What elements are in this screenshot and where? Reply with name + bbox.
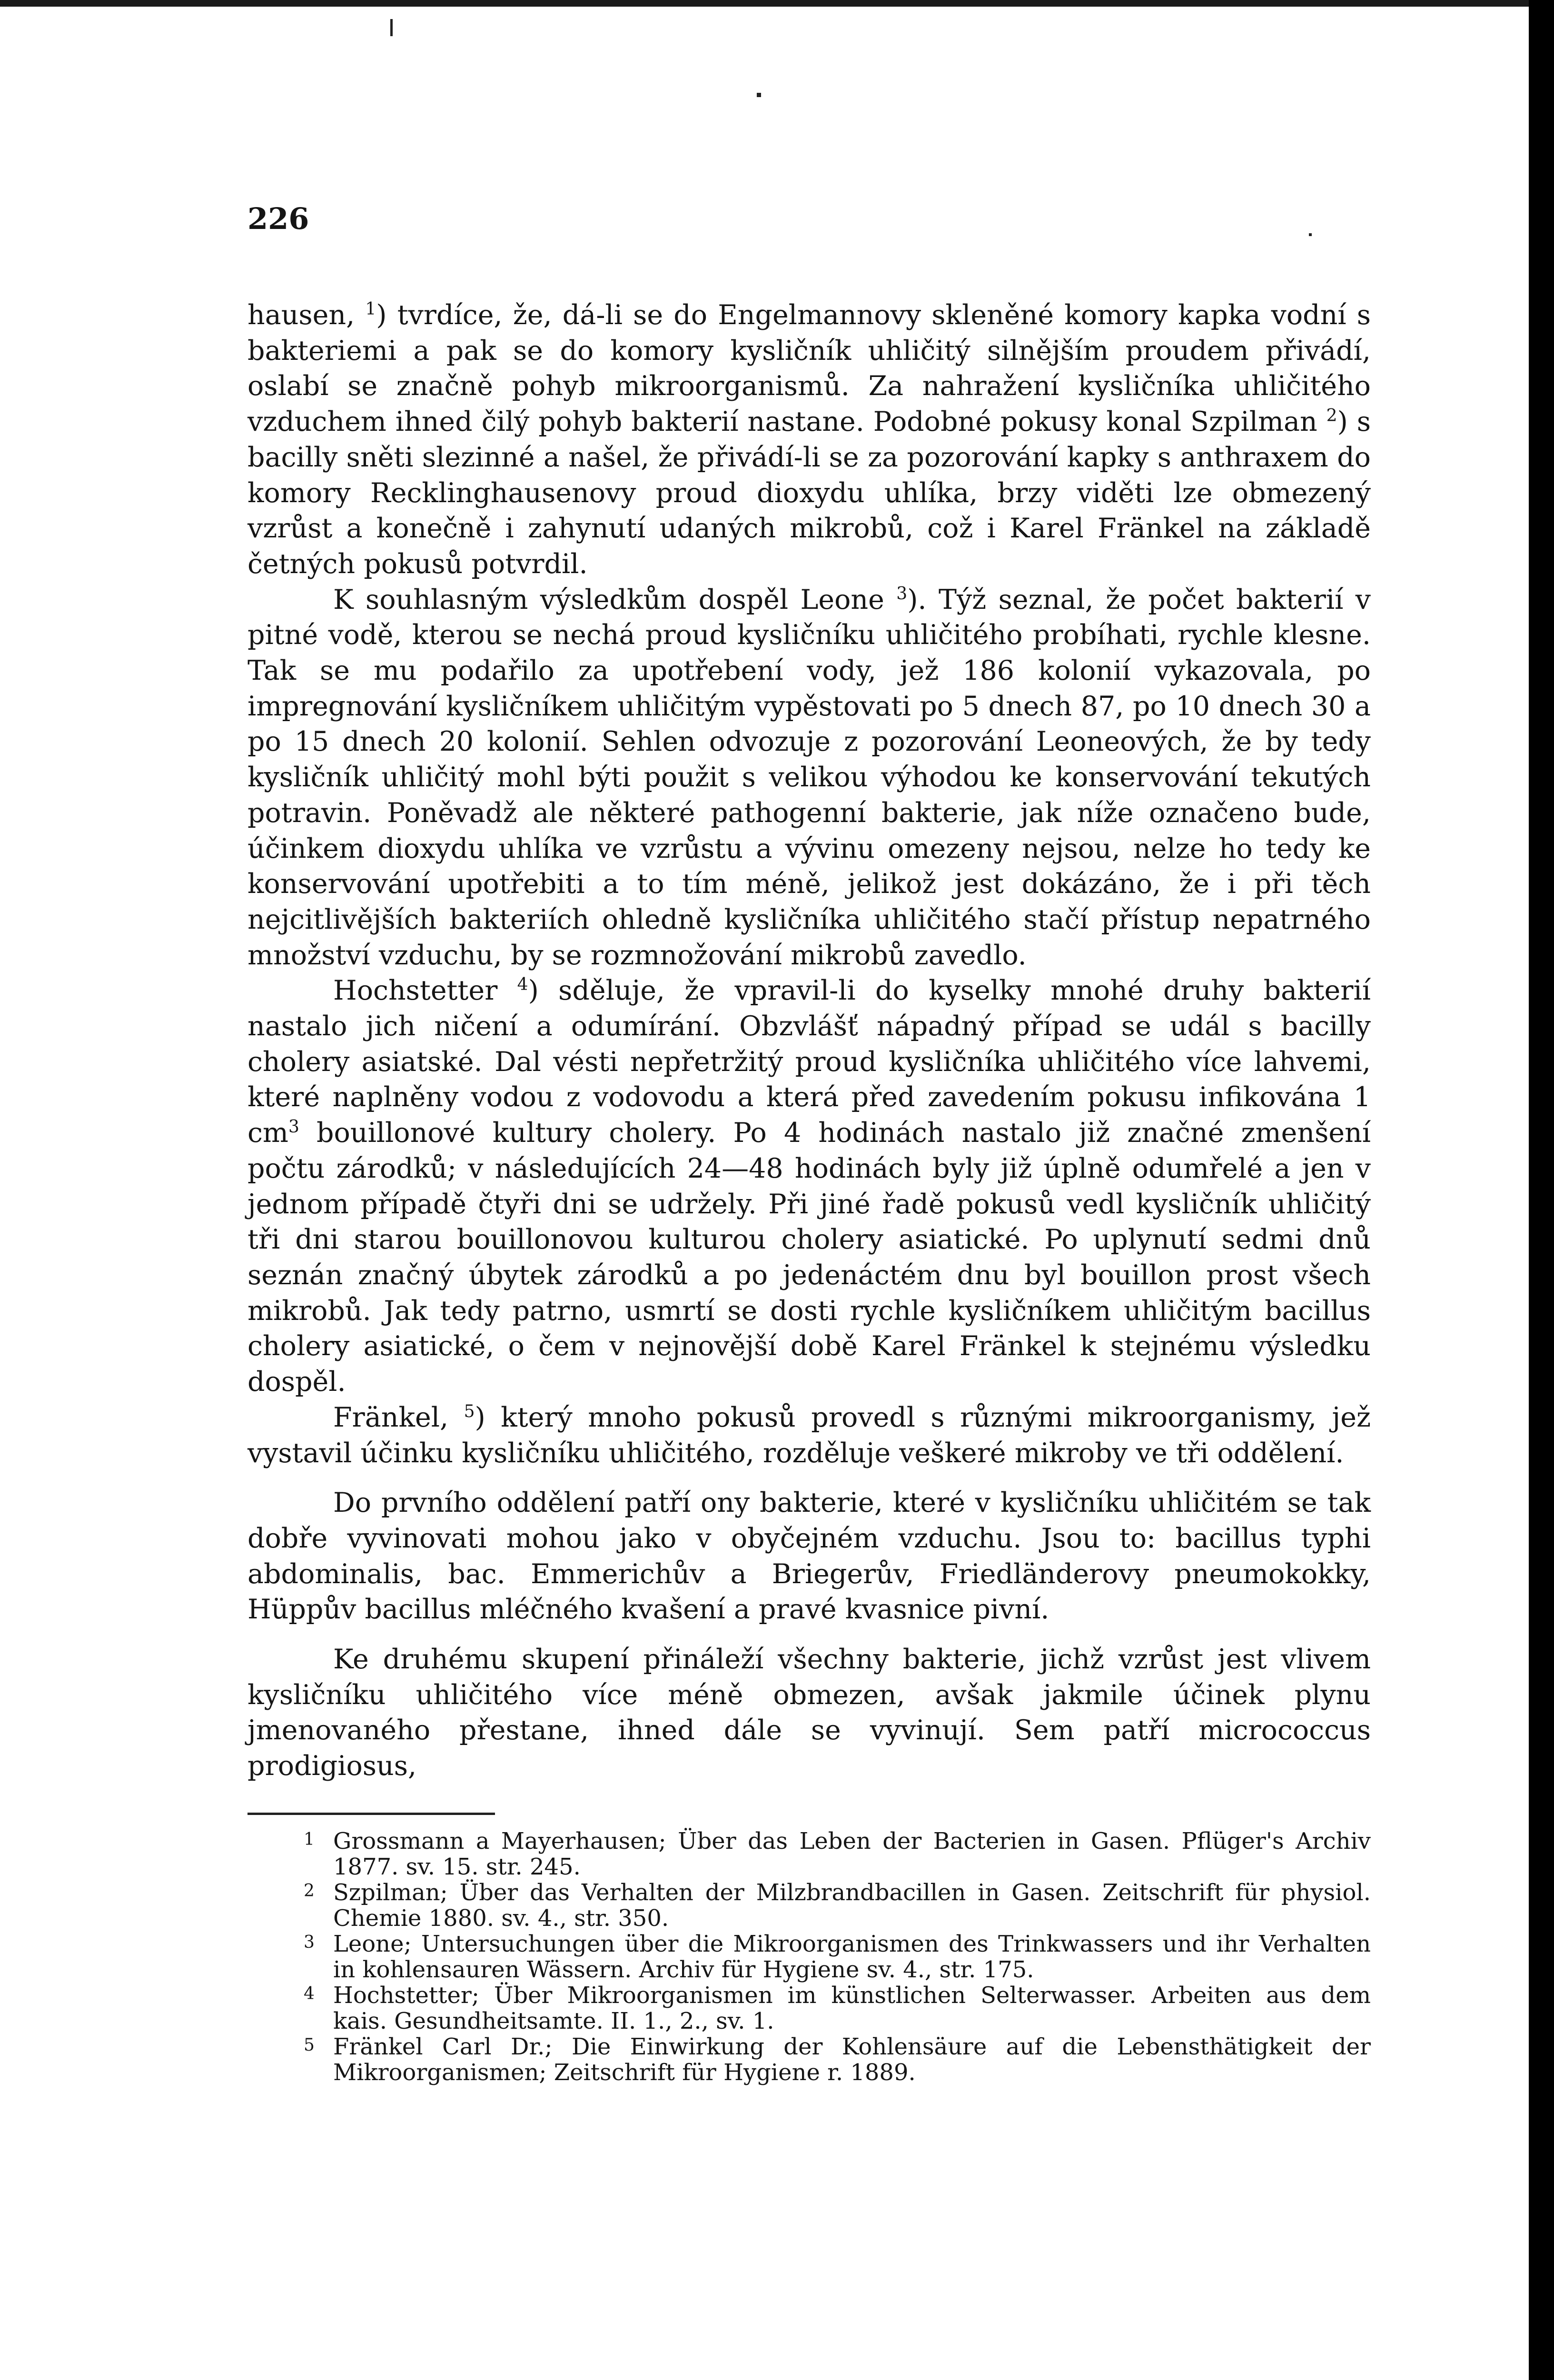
book-page bbox=[247, 200, 1371, 2085]
footnote bbox=[247, 1880, 1371, 1931]
footnote-text: Grossmann a Mayerhausen; Über das Leben der Bacterien in Gasen. Pflüger's Archiv 1877. sv. 15. str. 245. bbox=[333, 1827, 1371, 1880]
paragraph-text: ) s bacilly sněti slezinné a našel, že přivádí-li se za pozorování kapky s anthraxem do komory Recklinghausenovy proud dioxydu uhlíka, brzy viděti lze obmezený vzrůst a konečně i zahynutí udaných mikrobů, což i Karel Fränkel na základě četných pokusů potvrdil. bbox=[247, 406, 1371, 580]
scan-speck bbox=[757, 93, 761, 97]
paragraph-text: hausen, bbox=[247, 299, 366, 331]
paragraph-text: Fränkel, bbox=[333, 1401, 464, 1433]
footnote-reference: 5 bbox=[464, 1401, 475, 1421]
paragraph bbox=[247, 582, 1371, 973]
footnote bbox=[247, 1931, 1371, 1983]
paragraph bbox=[247, 1400, 1371, 1471]
paragraph-text: K souhlasným výsledkům dospěl Leone bbox=[333, 584, 897, 615]
paragraph-text: Do prvního oddělení patří ony bakterie, které v kysličníku uhličitém se tak dobře vyvinovati mohou jako v obyčejném vzduchu. Jsou to: bacillus typhi abdominalis, bac. Emmerichův a Briegerův, Friedländerovy pneumokokky, Hüppův bacillus mléčného kvašení a pravé kvasnice pivní. bbox=[247, 1487, 1371, 1626]
paragraph-text: Ke druhému skupení přináleží všechny bakterie, jichž vzrůst jest vlivem kysličníku uhličitého více méně obmezen, avšak jakmile účinek plynu jmenovaného přestane, ihned dále se vyvinují. Sem patří micrococcus prodigiosus, bbox=[247, 1644, 1371, 1782]
scan-speck bbox=[390, 19, 393, 36]
footnote-mark: 3 bbox=[304, 1932, 315, 1952]
footnote bbox=[247, 1828, 1371, 1880]
footnote-mark: 5 bbox=[304, 2035, 315, 2055]
footnote-reference: 1 bbox=[365, 299, 376, 319]
footnote-mark: 2 bbox=[304, 1881, 315, 1901]
footnote-reference: 2 bbox=[1326, 406, 1337, 426]
footnote-mark: 1 bbox=[304, 1829, 315, 1849]
paragraph bbox=[247, 973, 1371, 1399]
footnote-text: Fränkel Carl Dr.; Die Einwirkung der Kohlensäure auf die Lebensthätigkeit der Mikroorganismen; Zeitschrift für Hygiene r. 1889. bbox=[333, 2033, 1371, 2086]
paragraph bbox=[247, 1642, 1371, 1784]
paragraph-text: bouillonové kultury cholery. Po 4 hodinách nastalo již značné zmenšení počtu zárodků; v následujících 24—48 hodinách byly již úplně odumřelé a jen v jednom případě čtyři dni se udržely. Při jiné řadě pokusů vedl kysličník uhličitý tři dni starou bouillonovou kulturou cholery asiatické. Po uplynutí sedmi dnů seznán značný úbytek zárodků a po jedenáctém dnu byl bouillon prost všech mikrobů. Jak tedy patrno, usmrtí se dosti rychle kysličníkem uhličitým bacillus cholery asiatické, o čem v nejnovější době Karel Fränkel k stejnému výsledku dospěl. bbox=[247, 1117, 1371, 1398]
body-text bbox=[247, 298, 1371, 1784]
footnote-text: Hochstetter; Über Mikroorganismen im künstlichen Selterwasser. Arbeiten aus dem kais. Gesundheitsamte. II. 1., 2., sv. 1. bbox=[333, 1982, 1371, 2034]
footnote-text: Leone; Untersuchungen über die Mikroorganismen des Trinkwassers und ihr Verhalten in kohlensauren Wässern. Archiv für Hygiene sv. 4., str. 175. bbox=[333, 1930, 1371, 1983]
footnote-separator bbox=[247, 1813, 495, 1815]
paragraph-text: ) který mnoho pokusů provedl s různými mikroorganismy, jež vystavil účinku kysličníku uhličitého, rozděluje veškeré mikroby ve tři oddělení. bbox=[247, 1401, 1371, 1469]
footnote-reference: 3 bbox=[896, 584, 908, 604]
footnote-reference: 4 bbox=[517, 975, 528, 995]
footnote bbox=[247, 2034, 1371, 2085]
scan-top-edge bbox=[0, 0, 1529, 7]
paragraph bbox=[247, 1485, 1371, 1627]
footnote-text: Szpilman; Über das Verhalten der Milzbrandbacillen in Gasen. Zeitschrift für physiol. Chemie 1880. sv. 4., str. 350. bbox=[333, 1879, 1371, 1932]
scan-right-edge bbox=[1529, 0, 1554, 2380]
page-number: 226 bbox=[247, 201, 309, 236]
footnote-mark: 4 bbox=[304, 1983, 315, 2003]
paragraph-text: ) tvrdíce, že, dá-li se do Engelmannovy skleněné komory kapka vodní s bakteriemi a pak se do komory kysličník uhličitý silnějším proudem přivádí, oslabí se značně pohyb mikroorganismů. Za nahražení kysličníka uhličitého vzduchem ihned čilý pohyb bakterií nastane. Podobné pokusy konal Szpilman bbox=[247, 299, 1371, 438]
footnote-reference: 3 bbox=[288, 1117, 299, 1137]
footnotes bbox=[247, 1828, 1371, 2085]
paragraph-text: ) sděluje, že vpravil-li do kyselky mnohé druhy bakterií nastalo jich ničení a odumírání. Obzvlášť nápadný případ se udál s bacilly cholery asiatské. Dal vésti nepřetržitý proud kysličníka uhličitého více lahvemi, které naplněny vodou z vodovodu a která před zavedením pokusu infikována 1 cm bbox=[247, 975, 1371, 1149]
paragraph-text: ). Týž seznal, že počet bakterií v pitné vodě, kterou se nechá proud kysličníku uhličitého probíhati, rychle klesne. Tak se mu podařilo za upotřebení vody, jež 186 kolonií vykazovala, po impregnování kysličníkem uhličitým vypěstovati po 5 dnech 87, po 10 dnech 30 a po 15 dnech 20 kolonií. Sehlen odvozuje z pozorování Leoneových, že by tedy kysličník uhličitý mohl býti použit s velikou výhodou ke konservování tekutých potravin. Poněvadž ale některé pathogenní bakterie, jak níže označeno bude, účinkem dioxydu uhlíka ve vzrůstu a vývinu omezeny nejsou, nelze ho tedy ke konservování upotřebiti a to tím méně, jelikož jest dokázáno, že i při těch nejcitlivějších bakteriích ohledně kysličníka uhličitého stačí přístup nepatrného množství vzduchu, by se rozmnožování mikrobů zavedlo. bbox=[247, 584, 1371, 971]
footnote bbox=[247, 1983, 1371, 2034]
paragraph-text: Hochstetter bbox=[333, 975, 517, 1007]
paragraph bbox=[247, 298, 1371, 582]
